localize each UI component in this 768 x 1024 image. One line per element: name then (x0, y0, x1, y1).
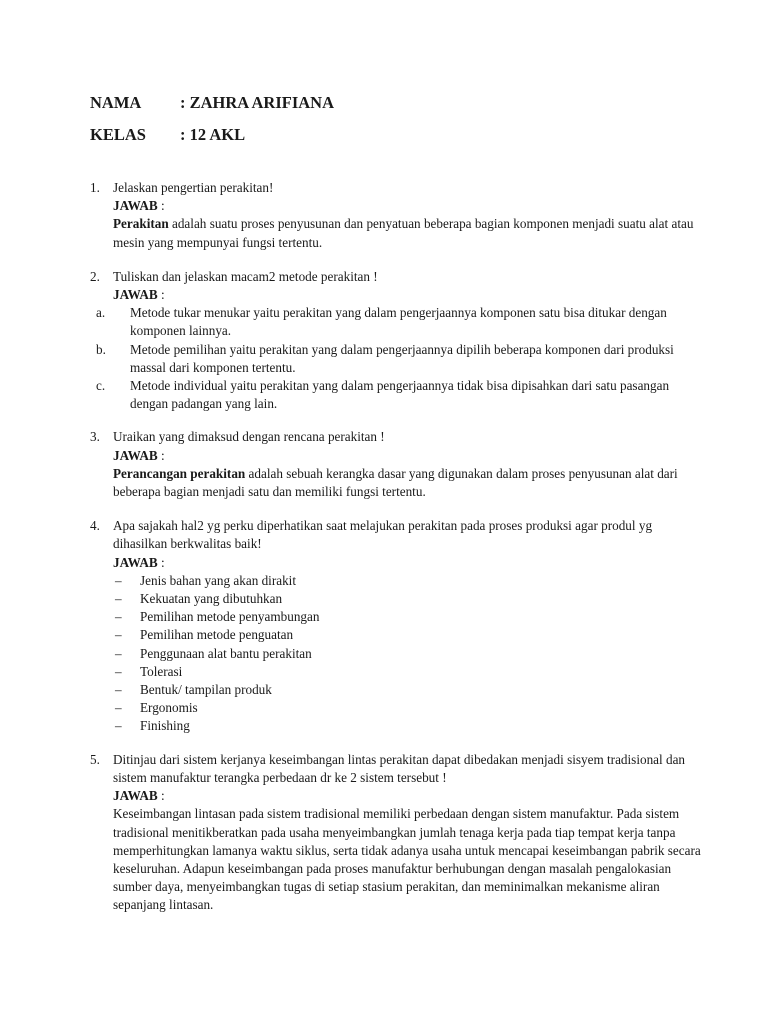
jawab-colon: : (157, 287, 165, 303)
jawab-colon: : (157, 198, 165, 214)
answer-term: Perakitan (113, 216, 169, 232)
jawab-label: JAWAB (113, 447, 158, 463)
list-item-text: Pemilihan metode penyambungan (140, 609, 320, 625)
dash-marker: – (115, 700, 122, 716)
list-marker: a. (96, 305, 106, 321)
list-item (113, 645, 708, 663)
answer-text (113, 215, 708, 251)
jawab-heading (113, 447, 708, 465)
list-item (113, 699, 708, 717)
consideration-list (113, 572, 708, 736)
question-number: 4. (90, 518, 100, 534)
answer-definition: adalah suatu proses penyusunan dan penyatuan beberapa bagian komponen menjadi suatu alat atau mesin yang mempunyai fungsi tertentu. (113, 216, 694, 250)
question-text: Uraikan yang dimaksud dengan rencana perakitan ! (113, 429, 385, 445)
answer-term: Perancangan perakitan (113, 465, 246, 481)
question-number: 1. (90, 180, 100, 195)
class-value: : 12 AKL (180, 125, 246, 144)
list-marker: c. (96, 378, 106, 394)
question-number: 2. (90, 268, 100, 284)
answer-text: Keseimbangan lintasan pada sistem tradisional memiliki perbedaan dengan sistem manufaktur. Pada sistem tradisional menitikberatkan pada usaha menyeimbangkan jumlah tenaga kerja pada tiap tempat kerja tanpa memperhitungkan lamanya waktu siklus, serta tidak adanya usaha untuk mencapai keseimbangan pabrik secara keseluruhan. Adapun keseimbangan pada proses manufaktur berhubungan dengan masalah pengalokasian sumber daya, menyeimbangkan tugas di setiap stasium perakitan, dan meminimalkan mekanisme aliran sepanjang lintasan. (113, 806, 701, 913)
question-number: 5. (90, 751, 100, 767)
list-item-text: Metode individual yaitu perakitan yang dalam pengerjaannya tidak bisa dipisahkan dari satu pasangan dengan padangan yang lain. (130, 378, 670, 412)
dash-marker: – (115, 627, 122, 643)
list-item-text: Metode tukar menukar yaitu perakitan yang dalam pengerjaannya komponen satu bisa ditukar dengan komponen lainnya. (130, 305, 667, 339)
question-text: Apa sajakah hal2 yg perku diperhatikan saat melajukan perakitan pada proses produksi agar produl yg dihasilkan berkwalitas baik! (113, 518, 653, 552)
answer-definition: adalah sebuah kerangka dasar yang digunakan dalam proses penyusunan alat dari beberapa bagian menjadi satu dan memiliki fungsi tertentu. (113, 465, 678, 500)
dash-marker: – (115, 682, 122, 698)
list-item (96, 377, 708, 413)
question-text: Tuliskan dan jelaskan macam2 metode perakitan ! (113, 268, 378, 284)
name-label: NAMA (90, 93, 142, 112)
list-item-text: Jenis bahan yang akan dirakit (140, 572, 297, 588)
list-item-text: Ergonomis (140, 700, 198, 716)
question-text: Ditinjau dari sistem kerjanya keseimbangan lintas perakitan dapat dibedakan menjadi sisyem tradisional dan sistem manufaktur terangka perbedaan dr ke 2 sistem tersebut ! (113, 751, 686, 785)
question-4 (90, 517, 708, 735)
class-row (90, 125, 708, 145)
list-item (113, 590, 708, 608)
dash-marker: – (115, 591, 122, 607)
list-item (113, 572, 708, 590)
list-item-text: Tolerasi (140, 663, 183, 679)
dash-marker: – (115, 609, 122, 625)
list-item (96, 341, 708, 377)
jawab-label: JAWAB (113, 198, 158, 214)
jawab-colon: : (157, 447, 165, 463)
list-item (113, 717, 708, 735)
answer-text (113, 465, 708, 501)
list-marker: b. (96, 341, 106, 357)
dash-marker: – (115, 663, 122, 679)
class-label: KELAS (90, 125, 146, 144)
question-1 (90, 179, 708, 252)
jawab-label: JAWAB (113, 788, 158, 804)
question-2 (90, 268, 708, 414)
list-item-text: Bentuk/ tampilan produk (140, 682, 272, 698)
jawab-label: JAWAB (113, 287, 158, 303)
jawab-label: JAWAB (113, 554, 158, 570)
list-item (113, 626, 708, 644)
method-list (96, 304, 708, 413)
name-value: : ZAHRA ARIFIANA (180, 93, 335, 112)
question-text: Jelaskan pengertian perakitan! (113, 180, 274, 195)
list-item (113, 681, 708, 699)
dash-marker: – (115, 718, 122, 734)
jawab-colon: : (157, 788, 165, 804)
list-item-text: Finishing (140, 718, 190, 734)
question-3 (90, 428, 708, 501)
list-item-text: Penggunaan alat bantu perakitan (140, 645, 312, 661)
jawab-heading (113, 787, 708, 805)
list-item (113, 663, 708, 681)
question-number: 3. (90, 429, 100, 445)
name-row (90, 93, 708, 113)
list-item-text: Pemilihan metode penguatan (140, 627, 294, 643)
jawab-colon: : (157, 554, 165, 570)
jawab-heading (113, 286, 708, 304)
list-item-text: Metode pemilihan yaitu perakitan yang dalam pengerjaannya dipilih beberapa komponen dari produksi massal dari komponen tertentu. (130, 341, 674, 375)
dash-marker: – (115, 572, 122, 588)
list-item (113, 608, 708, 626)
question-5 (90, 751, 708, 915)
list-item-text: Kekuatan yang dibutuhkan (140, 591, 283, 607)
dash-marker: – (115, 645, 122, 661)
list-item (96, 304, 708, 340)
jawab-heading (113, 197, 708, 215)
jawab-heading (113, 554, 708, 572)
